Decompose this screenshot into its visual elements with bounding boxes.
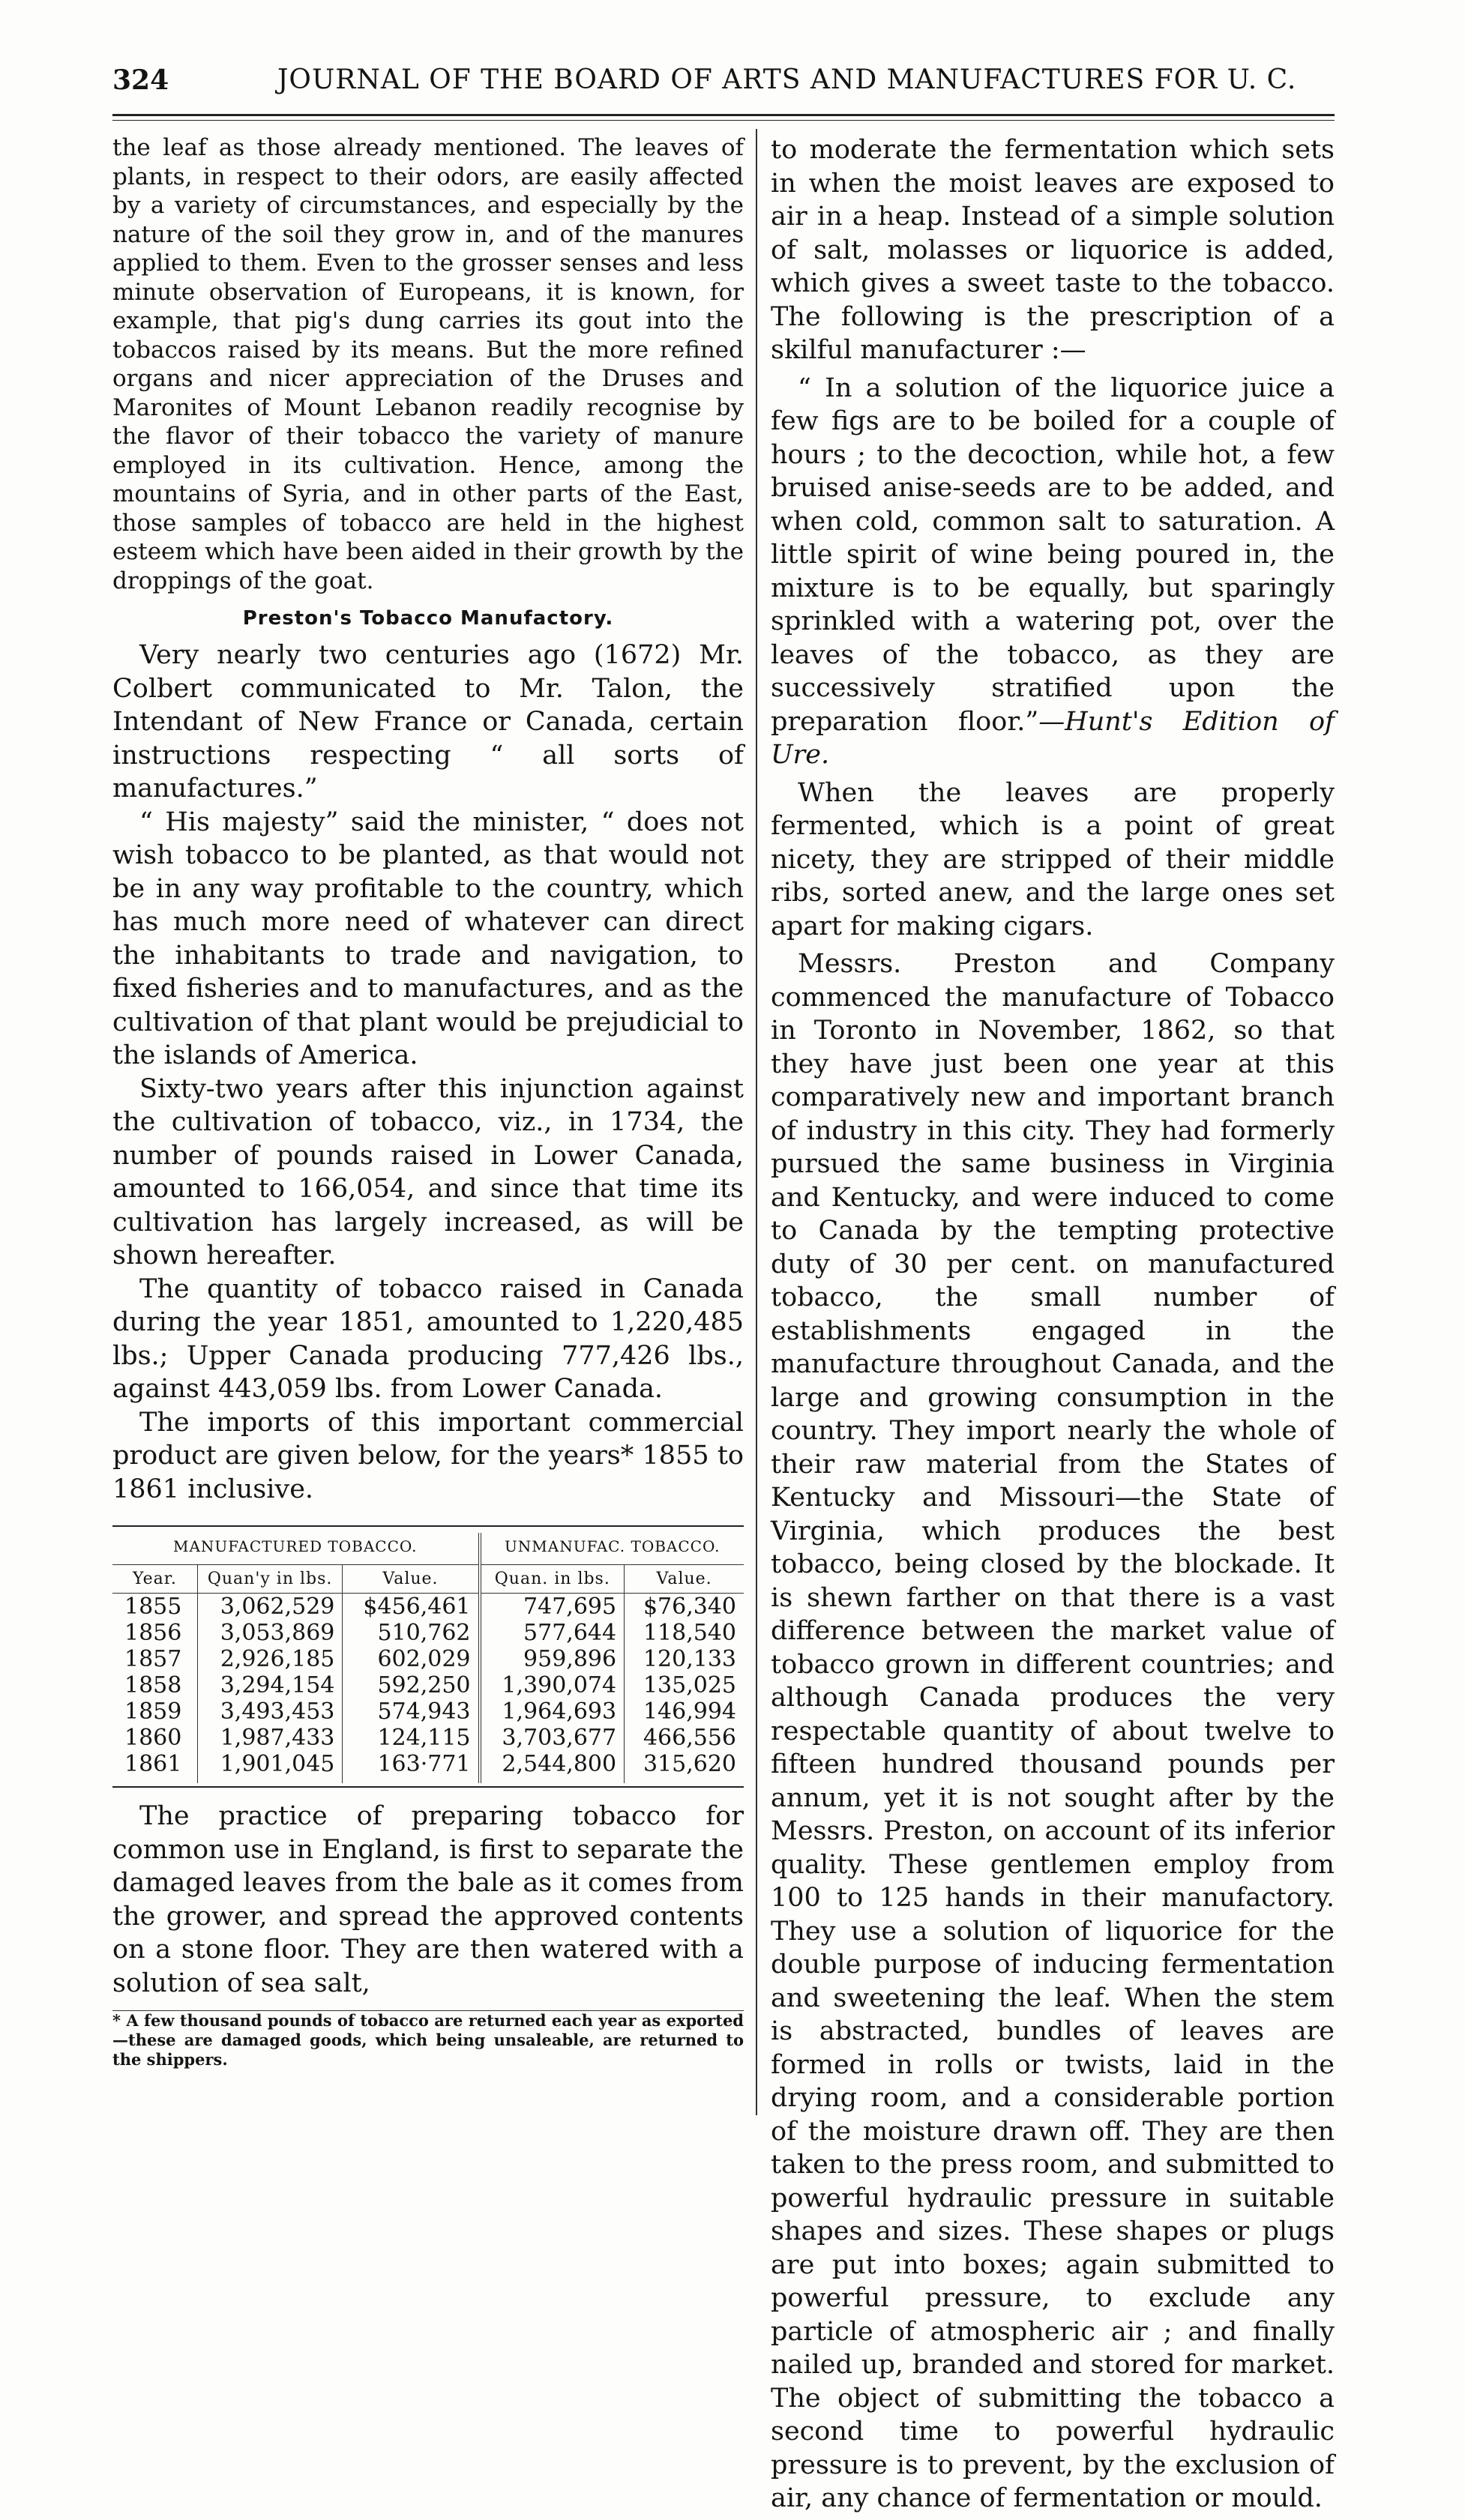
table-row — [112, 1698, 744, 1725]
col-header-year: Year. — [112, 1565, 197, 1594]
cell-year: 1859 — [112, 1698, 197, 1725]
journal-title: JOURNAL OF THE BOARD OF ARTS AND MANUFACTURES FOR U. C. — [277, 64, 1297, 95]
cell-quan-unmfg: 1,390,074 — [480, 1672, 625, 1698]
paragraph-colbert: Very nearly two centuries ago (1672) Mr. Colbert communicated to Mr. Talon, the Intendant of New France or Canada, certain instructions respecting “ all sorts of manufactures.” — [112, 640, 744, 804]
paragraph-liquorice-prescription — [771, 372, 1335, 772]
col-header-quan-mfg: Quan'y in lbs. — [197, 1565, 343, 1594]
page-number: 324 — [112, 64, 169, 96]
paragraph-fermented-leaves: When the leaves are properly fermented, which is a point of great nicety, they are stripped of their middle ribs, sorted anew, and the large ones set apart for making cigars. — [771, 777, 1335, 941]
cell-quan-mfg: 3,062,529 — [197, 1594, 343, 1621]
paragraph-imports: The imports of this important commercial product are given below, for the years* 1855 to 1861 inclusive. — [112, 1407, 744, 1504]
table-row — [112, 1646, 744, 1672]
paragraph-england-practice: The practice of preparing tobacco for common use in England, is first to separate the damaged leaves from the bale as it comes from the grower, and spread the approved contents on a stone floor. They are then watered with a solution of sea salt, — [112, 1801, 744, 1998]
table-row — [112, 1594, 744, 1621]
cell-value-mfg: 510,762 — [343, 1620, 480, 1646]
cell-quan-mfg: 3,493,453 — [197, 1698, 343, 1725]
cell-year: 1861 — [112, 1751, 197, 1783]
col-header-value-mfg: Value. — [343, 1565, 480, 1594]
cell-quan-unmfg: 3,703,677 — [480, 1725, 625, 1751]
cell-value-unmfg: 135,025 — [643, 1672, 736, 1698]
cell-year: 1860 — [112, 1725, 197, 1751]
cell-value-mfg: 163·771 — [343, 1751, 480, 1783]
footnote: * A few thousand pounds of tobacco are returned each year as exported—these are damaged goods, which being unsaleable, are returned to the shippers. — [112, 2011, 744, 2069]
header-rule-thin — [112, 120, 1335, 121]
table-row — [112, 1672, 744, 1698]
cell-year: 1858 — [112, 1672, 197, 1698]
group-header-unmanufactured: UNMANUFAC. TOBACCO. — [480, 1533, 744, 1565]
cell-quan-mfg: 3,294,154 — [197, 1672, 343, 1698]
cell-value-mfg: $456,461 — [343, 1594, 480, 1621]
cell-quan-unmfg: 2,544,800 — [480, 1751, 625, 1783]
imports-table-wrapper — [112, 1525, 744, 1783]
paragraph-moderate-fermentation: to moderate the fermentation which sets in when the moist leaves are exposed to air in a heap. Instead of a simple solution of salt, molasses or liquorice is added, which gives a sweet taste to the tobacco. The following is the prescription of a skilful manufacturer :— — [771, 135, 1335, 365]
col-header-value-unmfg: Value. — [625, 1565, 744, 1594]
table-row — [112, 1725, 744, 1751]
cell-year: 1857 — [112, 1646, 197, 1672]
header-rule — [112, 114, 1335, 116]
cell-value-unmfg: 118,540 — [643, 1620, 736, 1646]
cell-value-unmfg: 315,620 — [643, 1751, 736, 1777]
cell-value-unmfg: 466,556 — [643, 1725, 736, 1751]
table-row — [112, 1751, 744, 1783]
cell-year: 1856 — [112, 1620, 197, 1646]
cell-value-mfg: 124,115 — [343, 1725, 480, 1751]
paragraph-his-majesty: “ His majesty” said the minister, “ does not wish tobacco to be planted, as that would not be in any way profitable to the country, which has much more need of whatever can direct the inhabitants to trade and navigation, to fixed fisheries and to manufactures, and as the cultivation of that plant would be prejudicial to the islands of America. — [112, 807, 744, 1070]
running-header — [112, 64, 1335, 105]
cell-quan-unmfg: 747,695 — [480, 1594, 625, 1621]
paragraph-quantity-1851: The quantity of tobacco raised in Canada during the year 1851, amounted to 1,220,485 lbs.; Upper Canada producing 777,426 lbs., against 443,059 lbs. from Lower Canada. — [112, 1273, 744, 1404]
cell-quan-mfg: 2,926,185 — [197, 1646, 343, 1672]
cell-quan-mfg: 3,053,869 — [197, 1620, 343, 1646]
table-row — [112, 1620, 744, 1646]
column-divider — [756, 129, 757, 2115]
right-column — [771, 133, 1335, 2520]
paragraph-leaf-odors: the leaf as those already mentioned. The leaves of plants, in respect to their odors, are easily affected by a variety of circumstances, and especially by the nature of the soil they grow in, and of the manures applied to them. Even to the grosser senses and less minute observation of Europeans, it is known, for example, that pig's dung carries its gout into the tobaccos raised by its means. But the more refined organs and nicer appreciation of the Druses and Maronites of Mount Lebanon readily recognise by the flavor of their tobacco the variety of manure employed in its cultivation. Hence, among the mountains of Syria, and in other parts of the East, those samples of tobacco are held in the highest esteem which have been aided in their growth by the droppings of the goat. — [112, 134, 744, 594]
cell-value-unmfg: 146,994 — [643, 1698, 736, 1725]
left-column — [112, 133, 744, 2070]
cell-value-mfg: 602,029 — [343, 1646, 480, 1672]
cell-quan-unmfg: 1,964,693 — [480, 1698, 625, 1725]
prescription-source: —Hunt's Edition of Ure. — [771, 706, 1335, 770]
cell-value-mfg: 574,943 — [343, 1698, 480, 1725]
group-header-manufactured: MANUFACTURED TOBACCO. — [112, 1533, 480, 1565]
cell-year: 1855 — [112, 1594, 197, 1621]
cell-value-unmfg: 120,133 — [643, 1646, 736, 1672]
col-header-quan-unmfg: Quan. in lbs. — [480, 1565, 625, 1594]
paragraph-sixty-two-years: Sixty-two years after this injunction against the cultivation of tobacco, viz., in 1734, the number of pounds raised in Lower Canada, amounted to 166,054, and since that time its cultivation has largely increased, as will be shown hereafter. — [112, 1073, 744, 1270]
cell-quan-unmfg: 577,644 — [480, 1620, 625, 1646]
after-table-section — [112, 1786, 744, 2000]
imports-table — [112, 1533, 744, 1783]
paragraph-messrs-preston: Messrs. Preston and Company commenced the manufacture of Tobacco in Toronto in November, 1862, so that they have just been one year at this comparatively new and important branch of industry in this city. They had formerly pursued the same business in Virginia and Kentucky, and were induced to come to Canada by the tempting protective duty of 30 per cent. on manufactured tobacco, the small number of establishments engaged in the manufacture throughout Canada, and the large and growing consumption in the country. They import nearly the whole of their raw material from the States of Kentucky and Missouri—the State of Virginia, which produces the best tobacco, being closed by the blockade. It is shewn farther on that there is a vast difference between the market value of tobacco grown in different countries; and although Canada produces the very respectable quantity of about twelve to fifteen hundred thousand pounds per annum, yet it is not sought after by the Messrs. Preston, on account of its inferior quality. These gentlemen employ from 100 to 125 hands in their manufactory. They use a solution of liquorice for the double purpose of inducing fermentation and sweetening the leaf. When the stem is abstracted, bundles of leaves are formed in rolls or twists, laid in the drying room, and a considerable portion of the moisture drawn off. They are then taken to the press room, and submitted to powerful hydraulic pressure in suitable shapes and sizes. These shapes or plugs are put into boxes; again submitted to powerful pressure, to exclude any particle of atmospheric air ; and finally nailed up, branded and stored for market. The object of submitting the tobacco a second time to powerful hydraulic pressure is to prevent, by the exclusion of air, any chance of fermentation or mould. — [771, 949, 1335, 2513]
cell-value-unmfg: $76,340 — [643, 1594, 736, 1620]
cell-quan-unmfg: 959,896 — [480, 1646, 625, 1672]
section-heading: Preston's Tobacco Manufactory. — [242, 607, 614, 630]
prescription-text: “ In a solution of the liquorice juice a few figs are to be boiled for a couple of hours ; to the decoction, while hot, a few bruised anise-seeds are to be added, and when cold, common salt to saturation. A little spirit of wine being poured in, the mixture is to be equally, but sparingly sprinkled with a watering pot, over the leaves of the tobacco, as they are successively stratified upon the preparation floor.” — [771, 373, 1335, 737]
cell-value-mfg: 592,250 — [343, 1672, 480, 1698]
cell-quan-mfg: 1,901,045 — [197, 1751, 343, 1783]
cell-quan-mfg: 1,987,433 — [197, 1725, 343, 1751]
